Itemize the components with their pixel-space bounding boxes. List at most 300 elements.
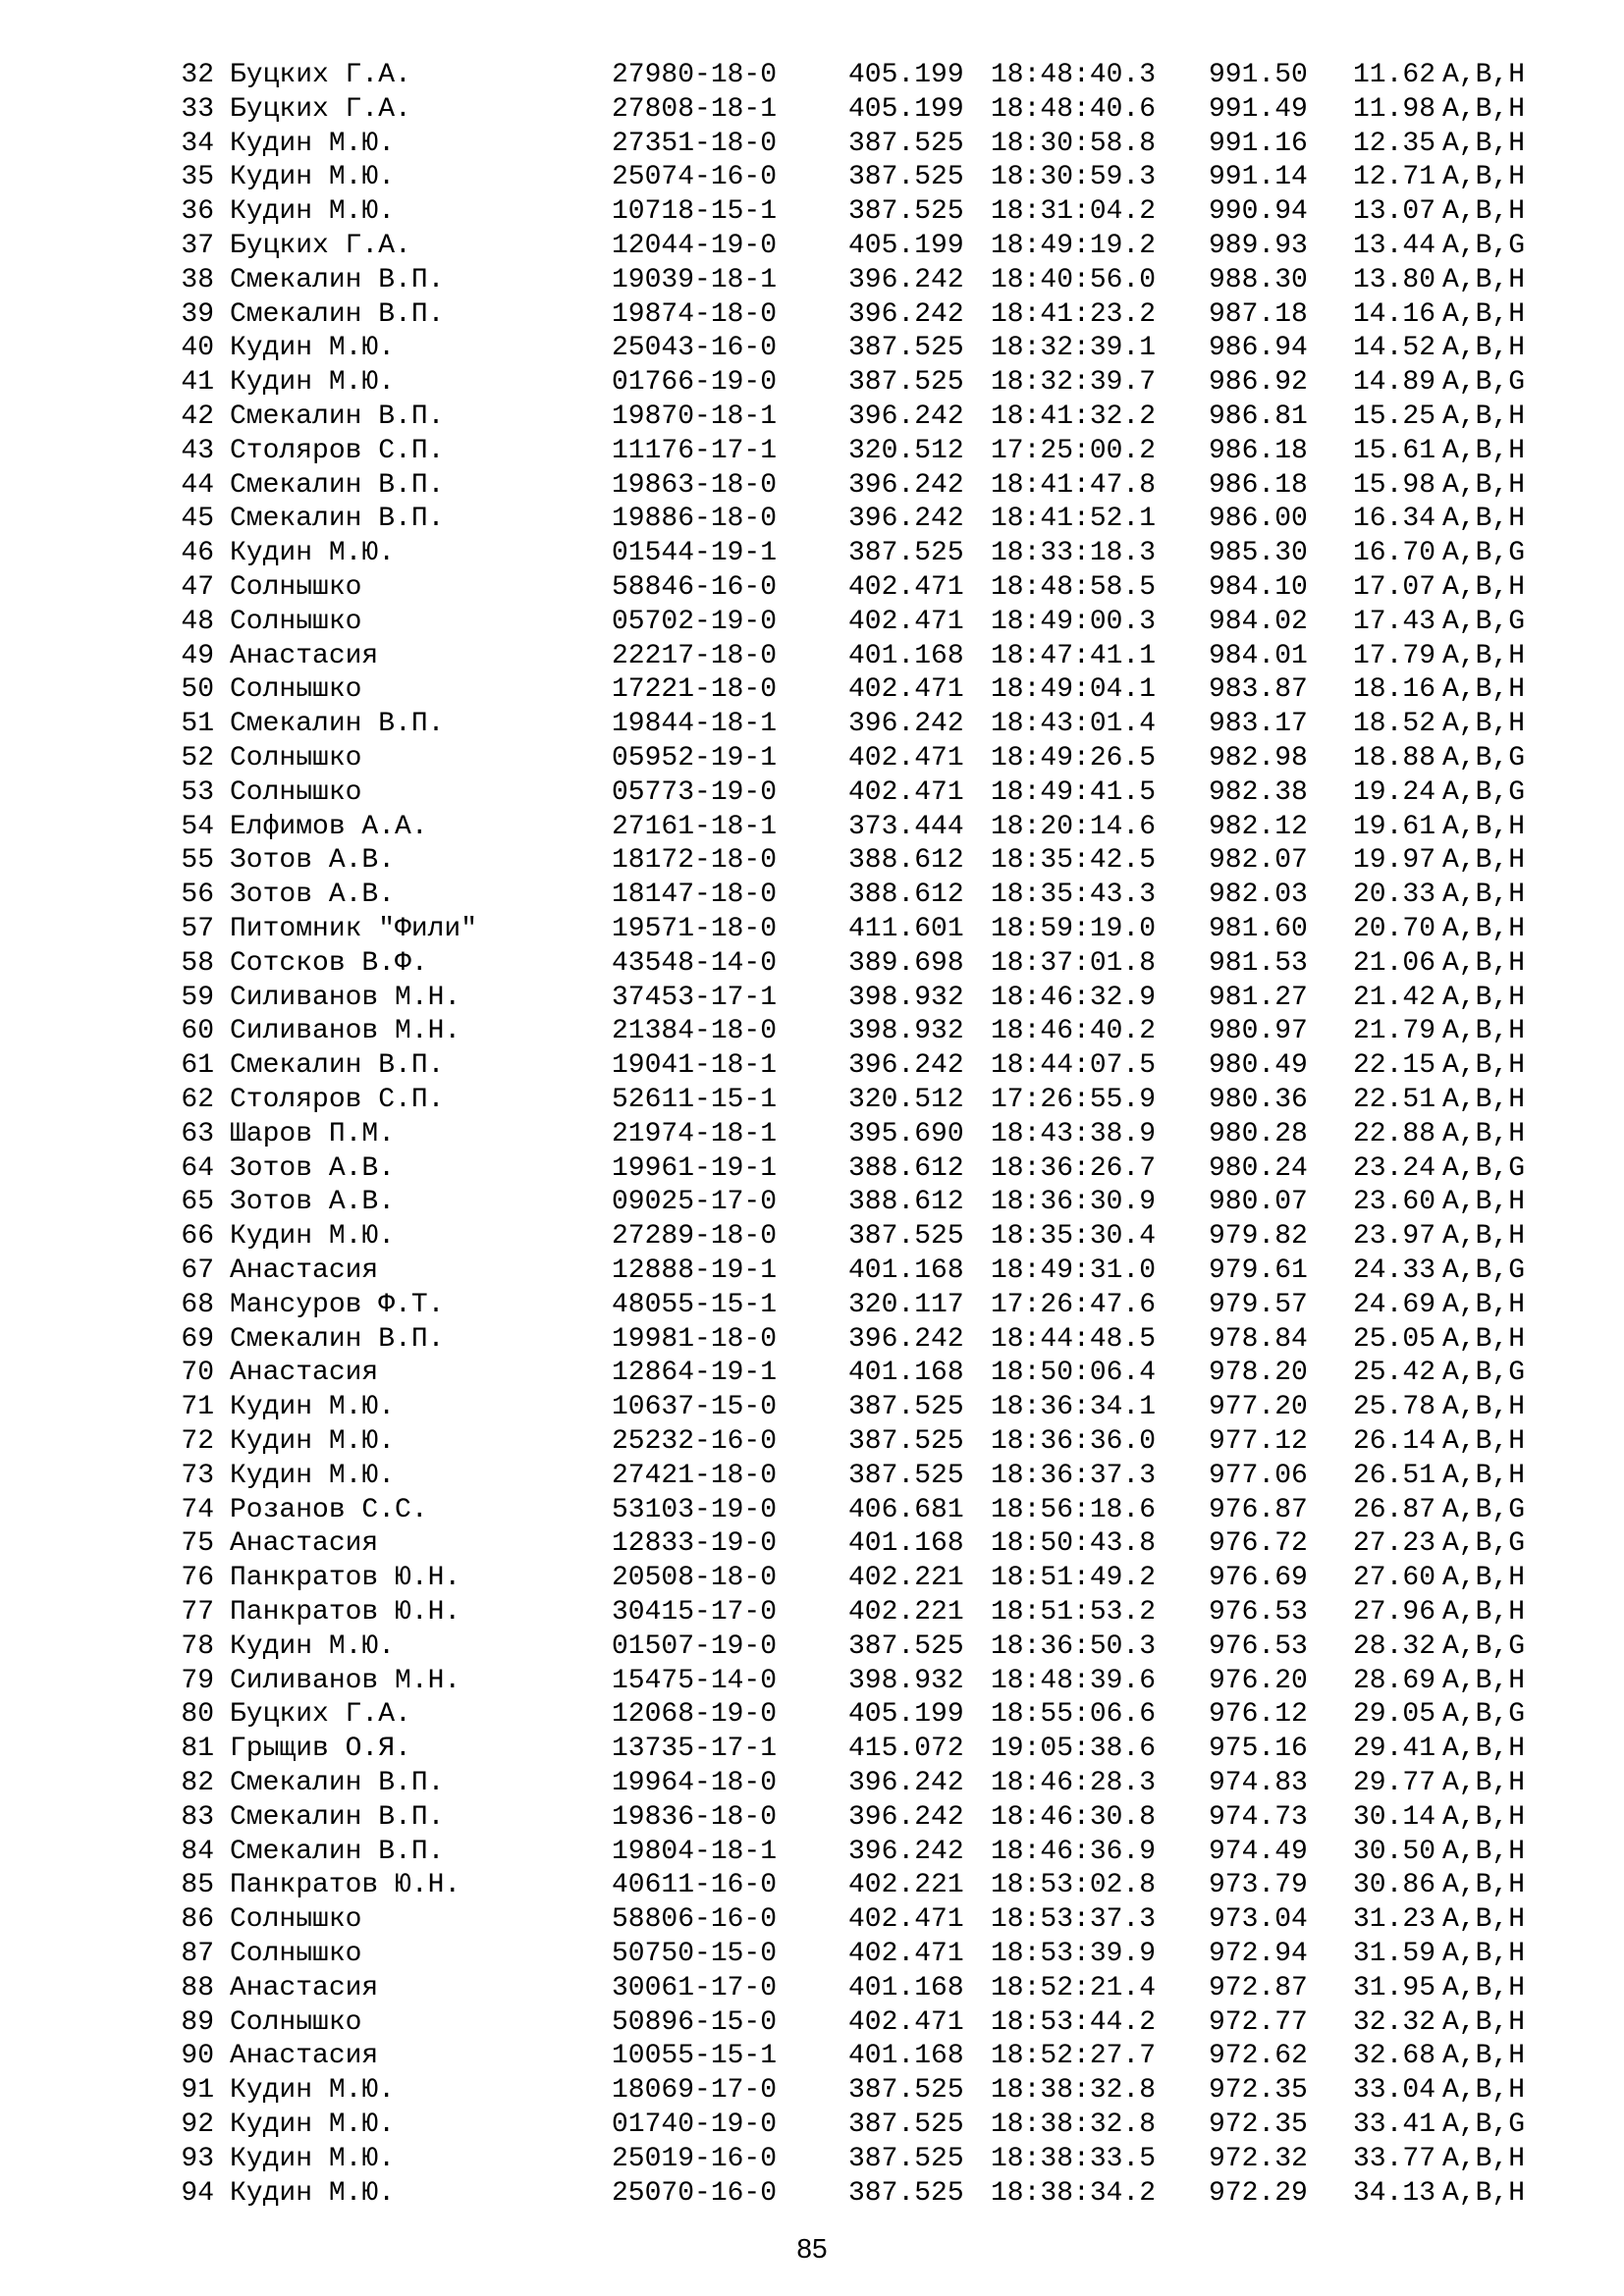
coefficient: 28.32: [1353, 1630, 1436, 1662]
flags: A,B,H: [1442, 60, 1526, 90]
row-number: 86: [181, 1904, 214, 1936]
speed: 977.12: [1209, 1426, 1308, 1457]
table-row: [0, 2143, 1624, 2177]
coefficient: 21.06: [1353, 947, 1436, 979]
owner-name: Грыщив О.Я.: [230, 1734, 411, 1765]
row-number: 64: [181, 1152, 214, 1184]
ring-number: 43548-14-0: [612, 947, 778, 979]
owner-name: Панкратов Ю.Н.: [230, 1870, 461, 1901]
speed: 972.35: [1209, 2075, 1308, 2107]
row-number: 76: [181, 1563, 214, 1594]
table-row: [0, 435, 1624, 469]
ring-number: 11176-17-1: [612, 435, 778, 466]
owner-name: Силиванов М.Н.: [230, 1665, 461, 1696]
owner-name: Кудин М.Ю.: [230, 2143, 396, 2174]
coefficient: 16.34: [1353, 504, 1436, 535]
flags: A,B,G: [1442, 1255, 1526, 1286]
distance: 387.525: [848, 1460, 964, 1491]
owner-name: Смекалин В.П.: [230, 709, 445, 740]
speed: 972.29: [1209, 2177, 1308, 2209]
speed: 972.77: [1209, 2006, 1308, 2038]
owner-name: Смекалин В.П.: [230, 298, 445, 330]
row-number: 58: [181, 947, 214, 979]
row-number: 56: [181, 880, 214, 911]
flags: A,B,G: [1442, 538, 1526, 569]
flags: A,B,H: [1442, 1118, 1526, 1149]
speed: 972.87: [1209, 1972, 1308, 2003]
ring-number: 25074-16-0: [612, 162, 778, 193]
coefficient: 27.60: [1353, 1563, 1436, 1594]
distance: 387.525: [848, 2177, 964, 2209]
row-number: 42: [181, 401, 214, 432]
arrival-time: 18:41:32.2: [991, 401, 1157, 432]
distance: 402.471: [848, 1939, 964, 1969]
row-number: 51: [181, 709, 214, 740]
ring-number: 25232-16-0: [612, 1426, 778, 1457]
distance: 402.471: [848, 606, 964, 637]
owner-name: Кудин М.Ю.: [230, 1460, 396, 1491]
distance: 396.242: [848, 504, 964, 535]
owner-name: Кудин М.Ю.: [230, 367, 396, 399]
ring-number: 09025-17-0: [612, 1187, 778, 1218]
row-number: 39: [181, 298, 214, 330]
flags: A,B,H: [1442, 1734, 1526, 1765]
owner-name: Солнышко: [230, 1904, 362, 1936]
arrival-time: 18:51:53.2: [991, 1597, 1157, 1628]
arrival-time: 18:49:04.1: [991, 674, 1157, 706]
distance: 388.612: [848, 880, 964, 911]
arrival-time: 18:38:32.8: [991, 2109, 1157, 2140]
flags: A,B,H: [1442, 1323, 1526, 1355]
row-number: 49: [181, 640, 214, 671]
speed: 974.83: [1209, 1768, 1308, 1798]
speed: 980.24: [1209, 1152, 1308, 1184]
arrival-time: 18:53:44.2: [991, 2006, 1157, 2038]
flags: A,B,H: [1442, 298, 1526, 330]
table-row: [0, 332, 1624, 366]
row-number: 93: [181, 2143, 214, 2174]
table-row: [0, 1767, 1624, 1801]
coefficient: 28.69: [1353, 1665, 1436, 1696]
flags: A,B,H: [1442, 709, 1526, 740]
flags: A,B,H: [1442, 196, 1526, 228]
owner-name: Кудин М.Ю.: [230, 2075, 396, 2107]
coefficient: 24.33: [1353, 1255, 1436, 1286]
table-row: [0, 1425, 1624, 1460]
speed: 978.84: [1209, 1323, 1308, 1355]
distance: 387.525: [848, 1630, 964, 1662]
ring-number: 19804-18-1: [612, 1836, 778, 1867]
row-number: 66: [181, 1221, 214, 1253]
ring-number: 19964-18-0: [612, 1768, 778, 1798]
flags: A,B,G: [1442, 231, 1526, 261]
owner-name: Кудин М.Ю.: [230, 2177, 396, 2209]
flags: A,B,H: [1442, 947, 1526, 979]
row-number: 59: [181, 982, 214, 1013]
owner-name: Буцких Г.А.: [230, 60, 411, 90]
owner-name: Кудин М.Ю.: [230, 333, 396, 364]
ring-number: 27289-18-0: [612, 1221, 778, 1253]
arrival-time: 18:30:59.3: [991, 162, 1157, 193]
owner-name: Сотсков В.Ф.: [230, 947, 428, 979]
speed: 972.62: [1209, 2041, 1308, 2072]
owner-name: Смекалин В.П.: [230, 401, 445, 432]
distance: 402.471: [848, 2006, 964, 2038]
speed: 982.03: [1209, 880, 1308, 911]
owner-name: Анастасия: [230, 1972, 379, 2003]
flags: A,B,H: [1442, 914, 1526, 944]
row-number: 33: [181, 93, 214, 125]
coefficient: 22.51: [1353, 1085, 1436, 1115]
table-row: [0, 879, 1624, 913]
table-row: [0, 1357, 1624, 1391]
flags: A,B,H: [1442, 1050, 1526, 1082]
distance: 402.471: [848, 674, 964, 706]
arrival-time: 18:55:06.6: [991, 1699, 1157, 1731]
speed: 989.93: [1209, 231, 1308, 261]
flags: A,B,H: [1442, 93, 1526, 125]
distance: 401.168: [848, 1972, 964, 2003]
table-row: [0, 1630, 1624, 1665]
flags: A,B,H: [1442, 333, 1526, 364]
ring-number: 19981-18-0: [612, 1323, 778, 1355]
row-number: 68: [181, 1289, 214, 1320]
speed: 982.07: [1209, 845, 1308, 877]
ring-number: 27808-18-1: [612, 93, 778, 125]
ring-number: 25019-16-0: [612, 2143, 778, 2174]
arrival-time: 18:40:56.0: [991, 264, 1157, 295]
owner-name: Питомник "Фили": [230, 914, 478, 944]
ring-number: 19961-19-1: [612, 1152, 778, 1184]
coefficient: 21.79: [1353, 1016, 1436, 1047]
table-row: [0, 503, 1624, 537]
flags: A,B,H: [1442, 1972, 1526, 2003]
arrival-time: 18:36:36.0: [991, 1426, 1157, 1457]
ring-number: 18172-18-0: [612, 845, 778, 877]
table-row: [0, 128, 1624, 162]
ring-number: 19844-18-1: [612, 709, 778, 740]
ring-number: 10055-15-1: [612, 2041, 778, 2072]
distance: 401.168: [848, 1358, 964, 1389]
row-number: 45: [181, 504, 214, 535]
distance: 387.525: [848, 1426, 964, 1457]
coefficient: 30.50: [1353, 1836, 1436, 1867]
speed: 973.04: [1209, 1904, 1308, 1936]
coefficient: 12.35: [1353, 128, 1436, 159]
coefficient: 23.97: [1353, 1221, 1436, 1253]
arrival-time: 18:37:01.8: [991, 947, 1157, 979]
table-row: [0, 93, 1624, 128]
speed: 984.10: [1209, 572, 1308, 603]
distance: 387.525: [848, 538, 964, 569]
table-row: [0, 1220, 1624, 1255]
speed: 983.17: [1209, 709, 1308, 740]
table-row: [0, 742, 1624, 776]
arrival-time: 18:49:41.5: [991, 776, 1157, 808]
owner-name: Буцких Г.А.: [230, 93, 411, 125]
table-row: [0, 1562, 1624, 1596]
arrival-time: 18:33:18.3: [991, 538, 1157, 569]
table-row: [0, 708, 1624, 742]
arrival-time: 17:25:00.2: [991, 435, 1157, 466]
row-number: 83: [181, 1801, 214, 1833]
distance: 396.242: [848, 1836, 964, 1867]
flags: A,B,H: [1442, 811, 1526, 842]
row-number: 80: [181, 1699, 214, 1731]
table-row: [0, 2074, 1624, 2109]
flags: A,B,H: [1442, 1221, 1526, 1253]
flags: A,B,H: [1442, 572, 1526, 603]
table-row: [0, 1289, 1624, 1323]
ring-number: 19571-18-0: [612, 914, 778, 944]
flags: A,B,H: [1442, 674, 1526, 706]
flags: A,B,G: [1442, 1630, 1526, 1662]
row-number: 71: [181, 1392, 214, 1423]
arrival-time: 18:59:19.0: [991, 914, 1157, 944]
flags: A,B,H: [1442, 469, 1526, 501]
ring-number: 17221-18-0: [612, 674, 778, 706]
coefficient: 19.24: [1353, 776, 1436, 808]
row-number: 72: [181, 1426, 214, 1457]
arrival-time: 18:20:14.6: [991, 811, 1157, 842]
arrival-time: 19:05:38.6: [991, 1734, 1157, 1765]
ring-number: 12864-19-1: [612, 1358, 778, 1389]
owner-name: Зотов А.В.: [230, 845, 396, 877]
speed: 980.97: [1209, 1016, 1308, 1047]
table-row: [0, 59, 1624, 93]
owner-name: Кудин М.Ю.: [230, 196, 396, 228]
table-row: [0, 1015, 1624, 1049]
row-number: 67: [181, 1255, 214, 1286]
arrival-time: 18:48:40.3: [991, 60, 1157, 90]
flags: A,B,G: [1442, 743, 1526, 774]
row-number: 37: [181, 231, 214, 261]
table-row: [0, 469, 1624, 504]
speed: 980.36: [1209, 1085, 1308, 1115]
speed: 972.94: [1209, 1939, 1308, 1969]
table-row: [0, 1527, 1624, 1562]
arrival-time: 18:32:39.7: [991, 367, 1157, 399]
row-number: 89: [181, 2006, 214, 2038]
distance: 388.612: [848, 1187, 964, 1218]
table-row: [0, 195, 1624, 230]
table-row: [0, 1903, 1624, 1938]
row-number: 78: [181, 1630, 214, 1662]
table-row: [0, 640, 1624, 674]
owner-name: Зотов А.В.: [230, 880, 396, 911]
row-number: 85: [181, 1870, 214, 1901]
coefficient: 27.96: [1353, 1597, 1436, 1628]
table-row: [0, 1869, 1624, 1903]
row-number: 38: [181, 264, 214, 295]
distance: 415.072: [848, 1734, 964, 1765]
owner-name: Елфимов А.А.: [230, 811, 428, 842]
distance: 401.168: [848, 1528, 964, 1560]
table-row: [0, 606, 1624, 640]
speed: 981.53: [1209, 947, 1308, 979]
coefficient: 15.25: [1353, 401, 1436, 432]
coefficient: 18.16: [1353, 674, 1436, 706]
arrival-time: 17:26:55.9: [991, 1085, 1157, 1115]
distance: 402.221: [848, 1563, 964, 1594]
distance: 405.199: [848, 93, 964, 125]
coefficient: 22.88: [1353, 1118, 1436, 1149]
table-row: [0, 1698, 1624, 1733]
owner-name: Солнышко: [230, 606, 362, 637]
owner-name: Солнышко: [230, 776, 362, 808]
table-row: [0, 366, 1624, 400]
speed: 980.49: [1209, 1050, 1308, 1082]
row-number: 94: [181, 2177, 214, 2209]
flags: A,B,G: [1442, 1699, 1526, 1731]
ring-number: 12833-19-0: [612, 1528, 778, 1560]
coefficient: 19.61: [1353, 811, 1436, 842]
row-number: 77: [181, 1597, 214, 1628]
owner-name: Зотов А.В.: [230, 1187, 396, 1218]
coefficient: 25.78: [1353, 1392, 1436, 1423]
distance: 402.471: [848, 776, 964, 808]
table-row: [0, 1152, 1624, 1187]
flags: A,B,H: [1442, 504, 1526, 535]
flags: A,B,H: [1442, 1801, 1526, 1833]
owner-name: Кудин М.Ю.: [230, 128, 396, 159]
arrival-time: 18:38:34.2: [991, 2177, 1157, 2209]
row-number: 44: [181, 469, 214, 501]
owner-name: Зотов А.В.: [230, 1152, 396, 1184]
row-number: 32: [181, 60, 214, 90]
coefficient: 21.42: [1353, 982, 1436, 1013]
distance: 387.525: [848, 2109, 964, 2140]
flags: A,B,H: [1442, 162, 1526, 193]
ring-number: 30415-17-0: [612, 1597, 778, 1628]
flags: A,B,H: [1442, 1904, 1526, 1936]
row-number: 62: [181, 1085, 214, 1115]
flags: A,B,H: [1442, 1768, 1526, 1798]
owner-name: Панкратов Ю.Н.: [230, 1597, 461, 1628]
speed: 974.73: [1209, 1801, 1308, 1833]
speed: 987.18: [1209, 298, 1308, 330]
owner-name: Розанов С.С.: [230, 1494, 428, 1525]
coefficient: 23.24: [1353, 1152, 1436, 1184]
distance: 387.525: [848, 333, 964, 364]
coefficient: 26.14: [1353, 1426, 1436, 1457]
arrival-time: 18:36:30.9: [991, 1187, 1157, 1218]
distance: 388.612: [848, 845, 964, 877]
flags: A,B,H: [1442, 2075, 1526, 2107]
flags: A,B,H: [1442, 2143, 1526, 2174]
flags: A,B,G: [1442, 1152, 1526, 1184]
ring-number: 21974-18-1: [612, 1118, 778, 1149]
table-row: [0, 1323, 1624, 1358]
ring-number: 27421-18-0: [612, 1460, 778, 1491]
coefficient: 31.23: [1353, 1904, 1436, 1936]
owner-name: Солнышко: [230, 1939, 362, 1969]
ring-number: 19041-18-1: [612, 1050, 778, 1082]
table-row: [0, 1938, 1624, 1972]
owner-name: Анастасия: [230, 2041, 379, 2072]
speed: 975.16: [1209, 1734, 1308, 1765]
arrival-time: 18:46:30.8: [991, 1801, 1157, 1833]
flags: A,B,H: [1442, 2177, 1526, 2209]
coefficient: 17.79: [1353, 640, 1436, 671]
table-row: [0, 1972, 1624, 2006]
ring-number: 18147-18-0: [612, 880, 778, 911]
distance: 387.525: [848, 196, 964, 228]
coefficient: 24.69: [1353, 1289, 1436, 1320]
distance: 396.242: [848, 709, 964, 740]
owner-name: Силиванов М.Н.: [230, 1016, 461, 1047]
arrival-time: 18:31:04.2: [991, 196, 1157, 228]
ring-number: 05952-19-1: [612, 743, 778, 774]
ring-number: 27161-18-1: [612, 811, 778, 842]
distance: 405.199: [848, 1699, 964, 1731]
owner-name: Солнышко: [230, 743, 362, 774]
owner-name: Буцких Г.А.: [230, 231, 411, 261]
owner-name: Смекалин В.П.: [230, 1768, 445, 1798]
ring-number: 12068-19-0: [612, 1699, 778, 1731]
flags: A,B,G: [1442, 1528, 1526, 1560]
arrival-time: 18:43:01.4: [991, 709, 1157, 740]
table-row: [0, 1836, 1624, 1870]
arrival-time: 18:35:30.4: [991, 1221, 1157, 1253]
arrival-time: 18:36:50.3: [991, 1630, 1157, 1662]
coefficient: 22.15: [1353, 1050, 1436, 1082]
ring-number: 20508-18-0: [612, 1563, 778, 1594]
arrival-time: 18:52:21.4: [991, 1972, 1157, 2003]
coefficient: 13.80: [1353, 264, 1436, 295]
coefficient: 33.04: [1353, 2075, 1436, 2107]
ring-number: 10718-15-1: [612, 196, 778, 228]
ring-number: 50896-15-0: [612, 2006, 778, 2038]
speed: 986.00: [1209, 504, 1308, 535]
coefficient: 16.70: [1353, 538, 1436, 569]
distance: 398.932: [848, 1016, 964, 1047]
coefficient: 15.61: [1353, 435, 1436, 466]
row-number: 41: [181, 367, 214, 399]
arrival-time: 18:47:41.1: [991, 640, 1157, 671]
coefficient: 27.23: [1353, 1528, 1436, 1560]
table-row: [0, 844, 1624, 879]
owner-name: Смекалин В.П.: [230, 1050, 445, 1082]
ring-number: 50750-15-0: [612, 1939, 778, 1969]
coefficient: 17.43: [1353, 606, 1436, 637]
arrival-time: 18:41:52.1: [991, 504, 1157, 535]
coefficient: 31.59: [1353, 1939, 1436, 1969]
arrival-time: 18:53:39.9: [991, 1939, 1157, 1969]
flags: A,B,H: [1442, 1563, 1526, 1594]
flags: A,B,H: [1442, 1597, 1526, 1628]
ring-number: 01766-19-0: [612, 367, 778, 399]
owner-name: Кудин М.Ю.: [230, 1392, 396, 1423]
ring-number: 13735-17-1: [612, 1734, 778, 1765]
row-number: 47: [181, 572, 214, 603]
speed: 986.18: [1209, 435, 1308, 466]
owner-name: Шаров П.М.: [230, 1118, 396, 1149]
table-row: [0, 1118, 1624, 1152]
arrival-time: 18:38:33.5: [991, 2143, 1157, 2174]
speed: 976.20: [1209, 1665, 1308, 1696]
distance: 320.512: [848, 1085, 964, 1115]
row-number: 48: [181, 606, 214, 637]
arrival-time: 18:30:58.8: [991, 128, 1157, 159]
flags: A,B,H: [1442, 1392, 1526, 1423]
arrival-time: 18:46:36.9: [991, 1836, 1157, 1867]
owner-name: Анастасия: [230, 1358, 379, 1389]
distance: 398.932: [848, 1665, 964, 1696]
row-number: 88: [181, 1972, 214, 2003]
owner-name: Солнышко: [230, 674, 362, 706]
coefficient: 30.86: [1353, 1870, 1436, 1901]
